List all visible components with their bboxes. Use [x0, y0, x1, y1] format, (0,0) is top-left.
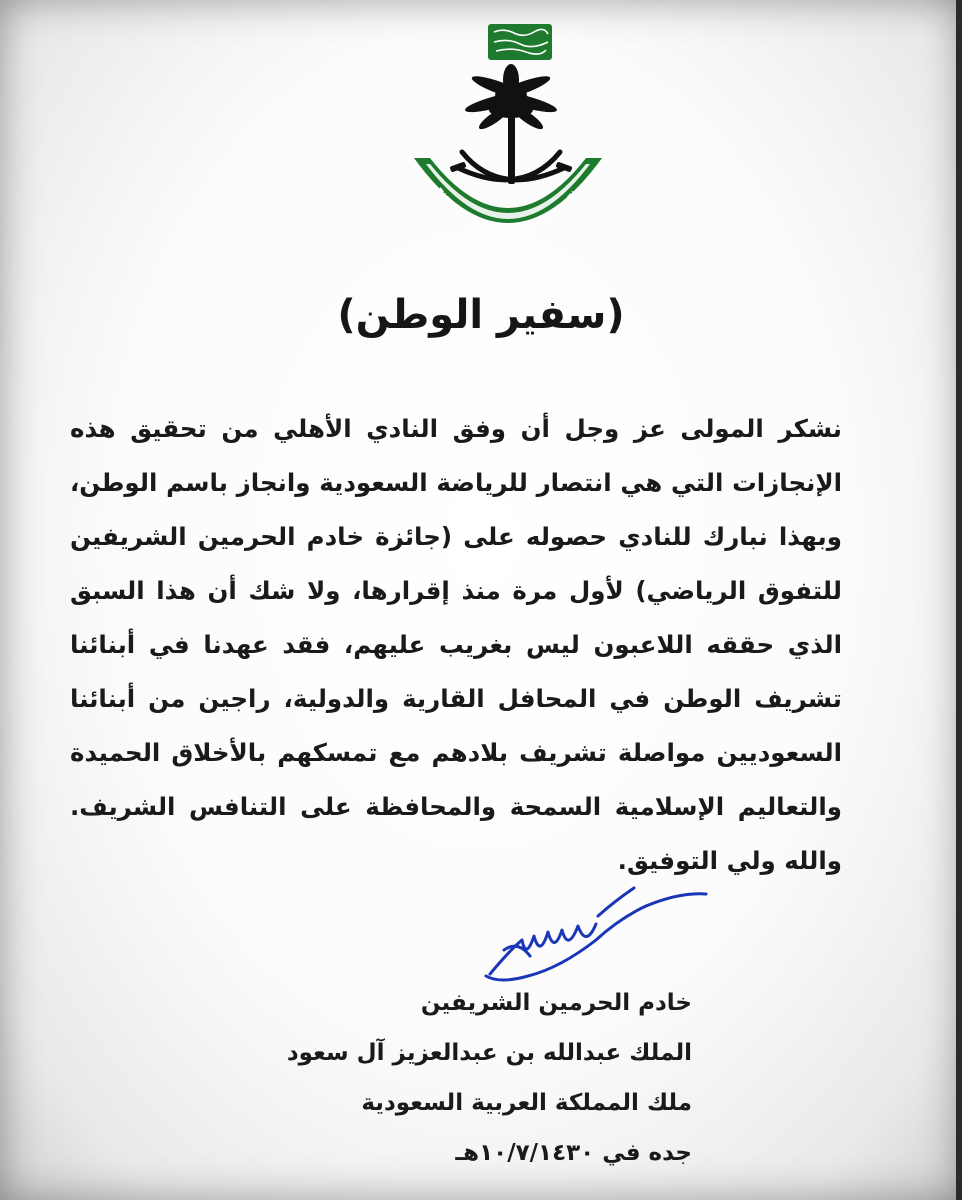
letter-date: جده في ١٠/٧/١٤٣٠هـ — [455, 1140, 692, 1166]
signatory-name: الملك عبدالله بن عبدالعزيز آل سعود — [286, 1040, 692, 1066]
signatory-block — [287, 978, 692, 1178]
letter-body: نشكر المولى عز وجل أن وفق النادي الأهلي من تحقيق هذه الإنجازات التي هي انتصار للرياضة السعودية وانجاز باسم الوطن، وبهذا نبارك للنادي حصوله على (جائزة خادم الحرمين الشريفين للتفوق الرياضي) لأول مرة منذ إقرارها، ولا شك أن هذا السبق الذي حققه اللاعبون ليس بغريب عليهم، فقد عهدنا في أبنائنا تشريف الوطن في المحافل القارية والدولية، راجين من أبنائنا السعوديين مواصلة تشريف بلادهم مع تمسكهم بالأخلاق الحميدة والتعاليم الإسلامية السمحة والمحافظة على التنافس الشريف. والله ولي التوفيق. — [70, 414, 842, 875]
saudi-emblem-icon — [404, 18, 604, 258]
signature-icon — [470, 880, 710, 990]
frame-edge — [956, 0, 962, 1200]
letter-title: (سفير الوطن) — [337, 292, 625, 338]
signatory-position: ملك المملكة العربية السعودية — [361, 1090, 692, 1116]
signatory-honorific: خادم الحرمين الشريفين — [420, 990, 692, 1016]
